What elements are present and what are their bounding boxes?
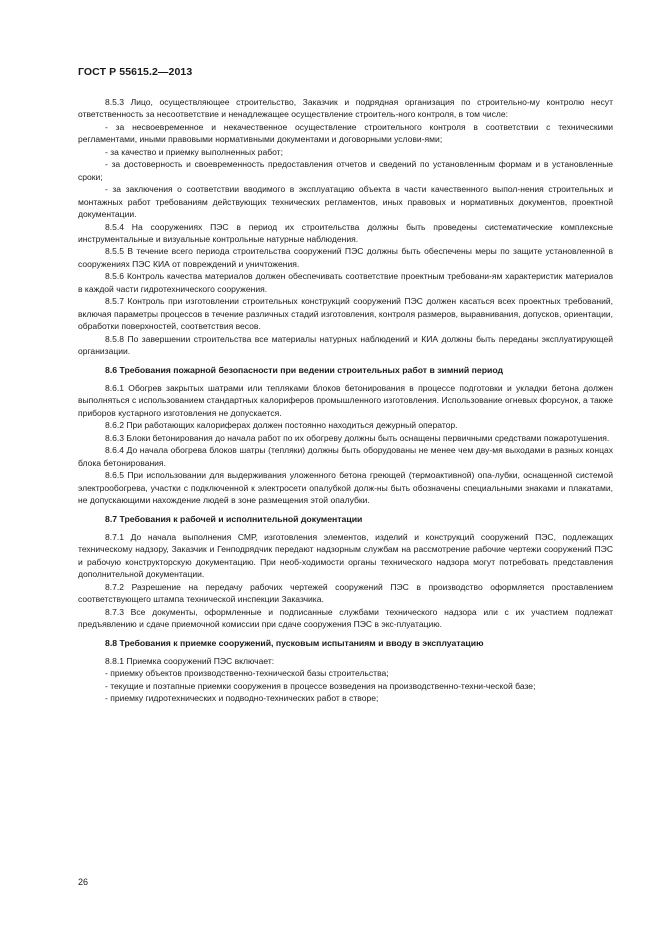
paragraph: 8.6.5 При использовании для выдерживания уложенного бетона греющей (термоактивной) опа-лубки, оснащенной системой электрообогрева, участки с подключенной к электросети опалубкой долж-ны быть обозначены специальными знаками и плакатами, не допускающими нахождение людей в зоне размещения этой опалубки. xyxy=(78,470,613,506)
document-body xyxy=(78,96,613,705)
paragraph: 8.5.5 В течение всего периода строительства сооружений ПЭС должны быть обеспечены меры по защите установленной в сооружениях ПЭС КИА от повреждений и уничтожения. xyxy=(78,246,613,269)
paragraph: 8.7.3 Все документы, оформленные и подписанные службами технического надзора или с их участием подлежат предъявлению и сдаче приемочной комиссии при сдаче сооружения ПЭС в экс-плуатацию. xyxy=(78,606,613,630)
paragraph: 8.6.1 Обогрев закрытых шатрами или тепляками блоков бетонирования в процессе подготовки и укладки бетона должен выполняться с использованием стандартных калориферов промышленного изготовления. Использование огневых форсунок, а также приборов кустарного изготовления не допускается. xyxy=(78,382,613,418)
paragraph: - за заключения о соответствии вводимого в эксплуатацию объекта в части качественного выпол-нения строительных и монтажных работ требованиям действующих технических регламентов, иных правовых и нормативных документов, проектной документации. xyxy=(78,184,613,220)
paragraph: 8.7.1 До начала выполнения СМР, изготовления элементов, изделий и конструкций сооружений ПЭС, подлежащих техническому надзору, Заказчик и Генподрядчик передают надзорным службам на рассмотрение рабочие чертежи сооружений ПЭС и рабочую конструкторскую документацию. При необ-ходимости органы технического надзора могут потребовать представления дополнительной документации. xyxy=(78,531,613,580)
paragraph: - за достоверность и своевременность предоставления отчетов и сведений по установленным формам и в установленные сроки; xyxy=(78,159,613,182)
paragraph: - приемку объектов производственно-технической базы строительства; xyxy=(105,668,389,679)
document-header: ГОСТ Р 55615.2—2013 xyxy=(78,66,193,78)
paragraph: 8.5.3 Лицо, осуществляющее строительство, Заказчик и подрядная организация по строительно-му контролю несут ответственность за несоответствие и ненадлежащее осуществление строитель-ного контроля, в том числе: xyxy=(78,97,613,120)
paragraph: 8.5.6 Контроль качества материалов должен обеспечивать соответствие проектным требовани-ям характеристик материалов в каждой части гидротехнического сооружения. xyxy=(78,271,613,294)
section-heading: 8.7 Требования к рабочей и исполнительной документации xyxy=(105,513,363,524)
paragraph: 8.5.7 Контроль при изготовлении строительных конструкций сооружений ПЭС должен касаться всех проектных требований, включая параметры процессов в течение различных стадий изготовления, контроля размеров, выравнивания, допусков, ориентации, обработки поверхностей, соответствия весов. xyxy=(78,296,613,332)
paragraph: 8.5.4 На сооружениях ПЭС в период их строительства должны быть проведены систематические комплексные инструментальные и визуальные контрольные натурные наблюдения. xyxy=(78,221,613,244)
section-heading: 8.8 Требования к приемке сооружений, пусковым испытаниям и вводу в эксплуатацию xyxy=(105,637,484,648)
paragraph: 8.5.8 По завершении строительства все материалы натурных наблюдений и КИА должны быть переданы эксплуатирующей организации. xyxy=(78,333,613,357)
paragraph: 8.6.4 До начала обогрева блоков шатры (тепляки) должны быть оборудованы не менее чем дву-мя выходами в разных концах блока бетонирования. xyxy=(78,445,613,468)
paragraph: - приемку гидротехнических и подводно-технических работ в створе; xyxy=(105,693,379,704)
paragraph: 8.7.2 Разрешение на передачу рабочих чертежей сооружений ПЭС в производство оформляется проставлением соответствующего штампа технической инспекции Заказчика. xyxy=(78,581,613,605)
paragraph: 8.8.1 Приемка сооружений ПЭС включает: xyxy=(105,656,275,667)
paragraph: 8.6.3 Блоки бетонирования до начала работ по их обогреву должны быть оснащены первичными средствами пожаротушения. xyxy=(105,432,610,443)
paragraph: - за качество и приемку выполненных работ; xyxy=(105,146,283,157)
paragraph: - текущие и поэтапные приемки сооружения в процессе возведения на производственно-техни-ческой базе; xyxy=(105,680,536,691)
paragraph: 8.6.2 При работающих калориферах должен постоянно находиться дежурный оператор. xyxy=(105,420,458,431)
page-number: 26 xyxy=(78,877,89,887)
section-heading: 8.6 Требования пожарной безопасности при ведении строительных работ в зимний период xyxy=(105,364,504,375)
paragraph: - за несвоевременное и некачественное осуществление строительного контроля в соответствии с техническими регламентами, иными правовыми нормативными документами и договорными услови-ями; xyxy=(78,121,613,145)
